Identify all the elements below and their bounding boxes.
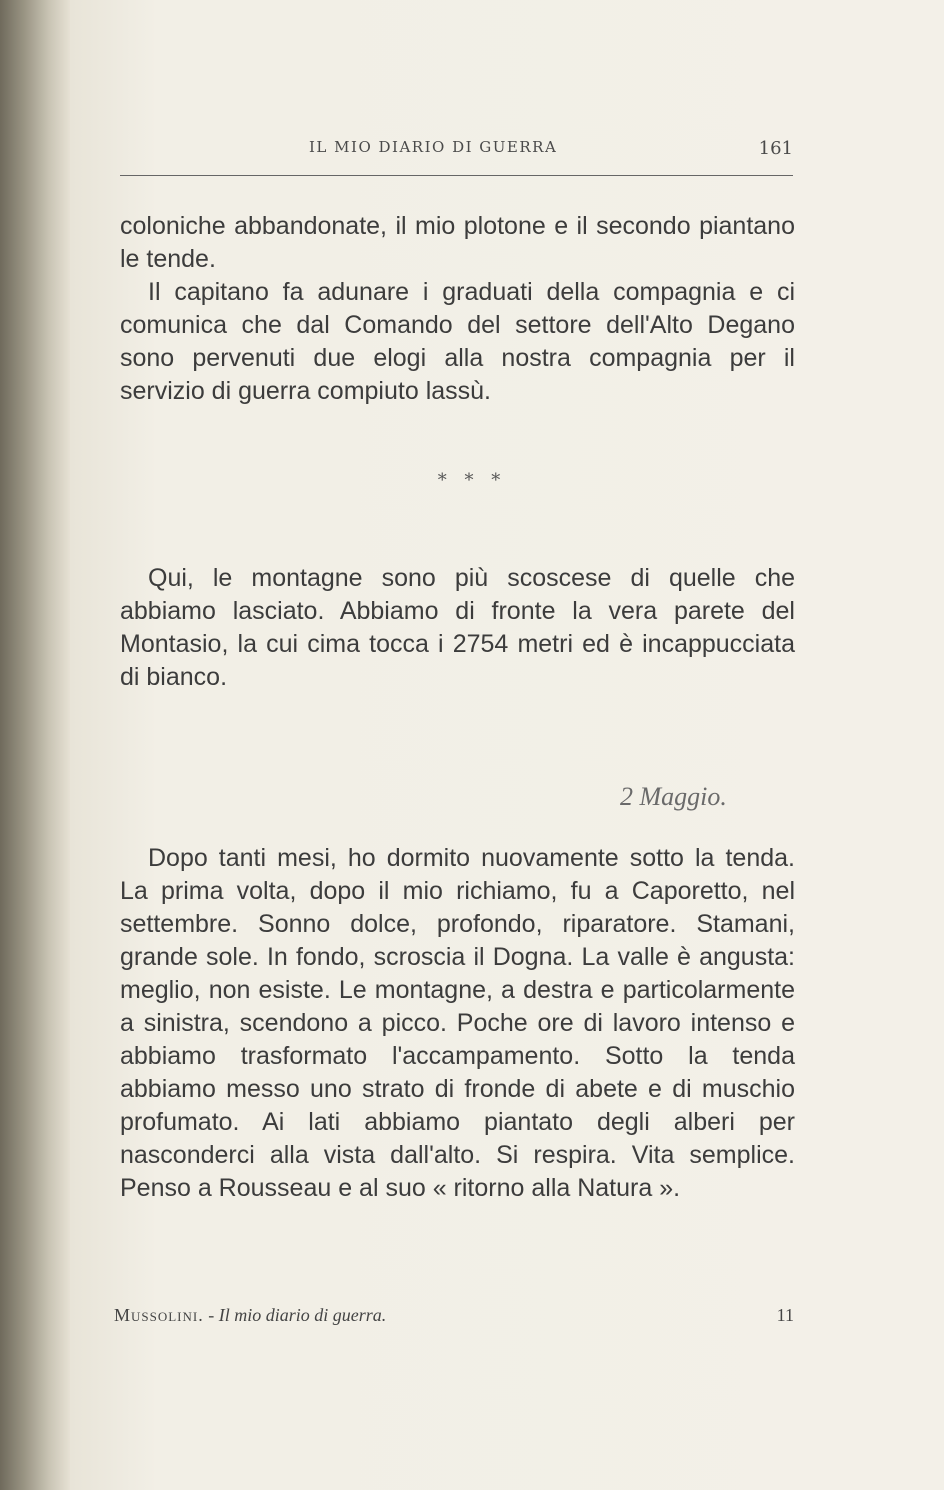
text-block-3 — [120, 842, 795, 1205]
running-header — [309, 138, 793, 159]
signature-mark: 11 — [776, 1305, 794, 1325]
page-footer — [114, 1305, 794, 1326]
entry-date: 2 Maggio. — [620, 782, 727, 811]
text-block-1 — [120, 210, 795, 408]
header-rule — [120, 175, 793, 176]
paragraph: Qui, le montagne sono più scoscese di quelle che abbiamo lasciato. Abbiamo di fronte la vera parete del Montasio, la cui cima tocca i 2754 metri ed è incappucciata di bianco. — [120, 564, 795, 691]
paragraph: Il capitano fa adunare i graduati della compagnia e ci comunica che dal Comando del settore dell'Alto Degano sono pervenuti due elogi alla nostra compagnia per il servizio di guerra compiuto lassù. — [120, 278, 795, 405]
text-block-2 — [120, 562, 795, 694]
paragraph: coloniche abbandonate, il mio plotone e il secondo piantano le tende. — [120, 212, 795, 273]
footer-author: Mussolini. — [114, 1305, 204, 1325]
footer-title: Il mio diario di guerra. — [218, 1305, 387, 1325]
book-gutter-shadow — [0, 0, 70, 1490]
footer-dash: - — [203, 1305, 219, 1325]
running-title: IL MIO DIARIO DI GUERRA — [309, 138, 558, 156]
section-separator: * * * — [437, 470, 507, 491]
page-number: 161 — [758, 138, 793, 159]
paragraph: Dopo tanti mesi, ho dormito nuovamente sotto la tenda. La prima volta, dopo il mio richiamo, fu a Caporetto, nel settembre. Sonno dolce, profondo, riparatore. Stamani, grande sole. In fondo, scroscia il Dogna. La valle è angusta: meglio, non esiste. Le montagne, a destra e particolarmente a sinistra, scendono a picco. Poche ore di lavoro intenso e abbiamo trasformato l'accampamento. Sotto la tenda abbiamo messo uno strato di fronde di abete e di muschio profumato. Ai lati abbiamo piantato degli alberi per nasconderci alla vista dall'alto. Si respira. Vita semplice. Penso a Rousseau e al suo « ritorno alla Natura ». — [120, 844, 795, 1202]
